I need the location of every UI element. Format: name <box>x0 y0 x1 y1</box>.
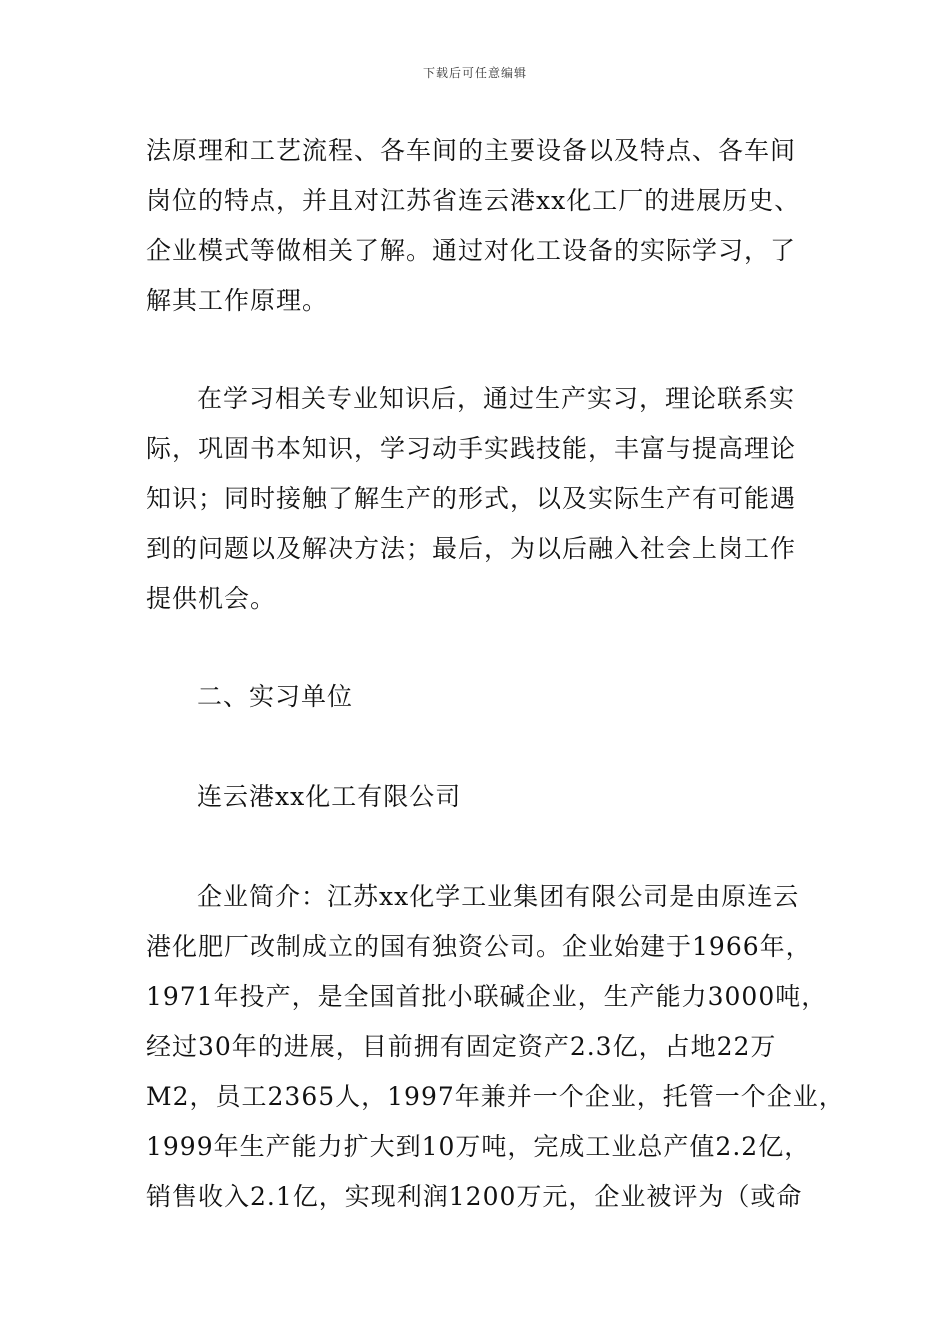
paragraph-line: 企业模式等做相关了解。通过对化工设备的实际学习，了 <box>146 236 797 265</box>
paragraph-line: 际，巩固书本知识，学习动手实践技能，丰富与提高理论 <box>146 434 797 463</box>
header-note: 下载后可任意编辑 <box>422 66 527 80</box>
paragraph-line: M2，员工2365人，1997年兼并一个企业，托管一个企业， <box>146 1082 845 1111</box>
paragraph-line: 解其工作原理。 <box>146 286 329 315</box>
paragraph-line: 在学习相关专业知识后，通过生产实习，理论联系实 <box>197 384 796 413</box>
paragraph-line: 法原理和工艺流程、各车间的主要设备以及特点、各车间 <box>146 136 797 165</box>
paragraph-line: 销售收入2.1亿，实现利润1200万元，企业被评为（或命 <box>146 1182 803 1211</box>
paragraph-line: 1999年生产能力扩大到10万吨，完成工业总产值2.2亿， <box>146 1132 811 1161</box>
paragraph-line: 岗位的特点，并且对江苏省连云港xx化工厂的进展历史、 <box>146 186 801 215</box>
company-name: 连云港xx化工有限公司 <box>197 782 462 811</box>
paragraph-line: 提供机会。 <box>146 584 277 613</box>
paragraph-line: 港化肥厂改制成立的国有独资公司。企业始建于1966年， <box>146 932 812 961</box>
paragraph-line: 1971年投产，是全国首批小联碱企业，生产能力3000吨， <box>146 982 828 1011</box>
paragraph-line: 企业简介：江苏xx化学工业集团有限公司是由原连云 <box>197 882 800 911</box>
paragraph-line: 知识；同时接触了解生产的形式，以及实际生产有可能遇 <box>146 484 797 513</box>
paragraph-line: 经过30年的进展，目前拥有固定资产2.3亿，占地22万 <box>146 1032 777 1061</box>
section-heading: 二、实习单位 <box>197 682 354 711</box>
paragraph-line: 到的问题以及解决方法；最后，为以后融入社会上岗工作 <box>146 534 797 563</box>
